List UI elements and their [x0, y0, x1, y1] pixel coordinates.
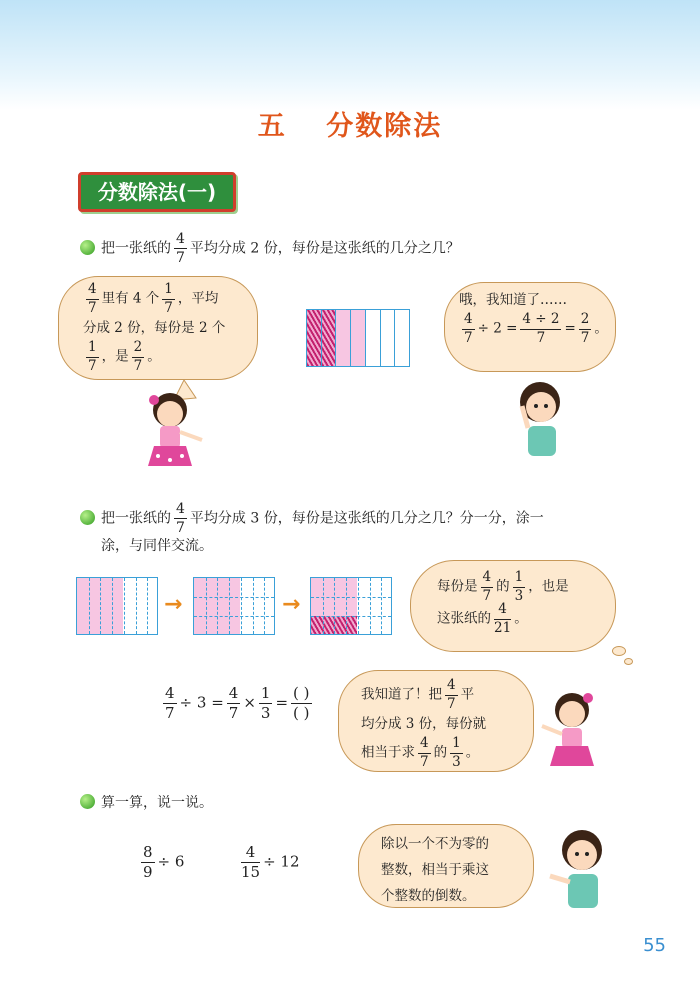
question-2-line-2: 涂，与同伴交流。 — [101, 538, 213, 554]
thought-bubble — [410, 560, 616, 652]
thought-dot — [624, 658, 633, 665]
bubble-line-1: 哦，我知道了…… — [459, 292, 567, 308]
bubble-line-3: 个整数的倒数。 — [381, 888, 476, 904]
bubble-line-3: $\frac{1}{7}$ ，是 $\frac{2}{7}$ 。 — [88, 339, 161, 374]
arrow-right-icon: → — [282, 592, 301, 617]
bubble-line-1: 每份是 $\frac{4}{7}$ 的 $\frac{1}{3}$ ，也是 — [437, 569, 569, 604]
girl-illustration-2 — [538, 686, 602, 774]
answer-blank[interactable]: $\frac{( )}{( )}$ — [293, 684, 310, 722]
fraction: $\frac{4}{7}$ — [176, 501, 185, 536]
bubble-line-2: 整数，相当于乘这 — [381, 862, 489, 878]
girl-illustration — [140, 380, 210, 475]
header-band — [0, 0, 700, 110]
q2-text-post: 平均分成 3 份，每份是这张纸的几分之几？分一分，涂一 — [189, 510, 544, 527]
bubble-line-1: $\frac{4}{7}$ 里有 4 个 $\frac{1}{7}$ ，平均 — [88, 281, 219, 316]
boy-illustration-2 — [546, 826, 616, 916]
paper-grid-2 — [193, 577, 275, 635]
green-dot-icon — [80, 794, 95, 809]
thought-dot — [612, 646, 626, 656]
unit-title — [0, 104, 700, 143]
exercise-1: $\frac{8}{9}$ ÷ 6 — [143, 843, 185, 881]
q1-text-pre: 把一张纸的 — [101, 240, 171, 257]
question-3 — [80, 792, 213, 814]
paper-strip-sevenths — [306, 309, 410, 367]
boy-speech-bubble-2 — [358, 824, 534, 908]
arrow-right-icon: → — [164, 592, 183, 617]
section-tag: 分数除法(一) — [78, 172, 236, 212]
fraction: $\frac{4}{7}$ — [176, 231, 185, 266]
boy-speech-bubble — [444, 282, 616, 372]
bubble-line-1: 我知道了！把 $\frac{4}{7}$ 平 — [361, 677, 475, 712]
unit-number: 五 — [257, 111, 287, 142]
bubble-line-2: 分成 2 份，每份是 2 个 — [83, 320, 226, 336]
q3-text: 算一算，说一说。 — [101, 795, 213, 811]
q2-text-pre: 把一张纸的 — [101, 510, 171, 527]
question-2 — [80, 502, 544, 535]
paper-grid-3 — [310, 577, 392, 635]
bubble-line-3: 相当于求 $\frac{4}{7}$ 的 $\frac{1}{3}$ 。 — [361, 735, 480, 770]
paper-grid-1 — [76, 577, 158, 635]
page-number: 55 — [643, 935, 666, 956]
q1-text-post: 平均分成 2 份，每份是这张纸的几分之几？ — [189, 240, 460, 257]
bubble-line-1: 除以一个不为零的 — [381, 836, 489, 852]
green-dot-icon — [80, 240, 95, 255]
girl-speech-bubble — [58, 276, 258, 380]
division-equation: $\frac{4}{7}$ ÷ 3 = $\frac{4}{7}$ × $\frac{1}{3}$ = $\frac{( )}{( )}$ — [165, 684, 310, 722]
bubble-line-2: 这张纸的 $\frac{4}{21}$ 。 — [437, 601, 528, 636]
bubble-equation: $\frac{4}{7}$ ÷ 2 = $\frac{4 \div 2}{7}$ = $\frac{2}{7}$ 。 — [464, 311, 608, 346]
exercise-2: $\frac{4}{15}$ ÷ 12 — [241, 843, 300, 881]
question-1 — [80, 232, 460, 265]
bubble-line-2: 均分成 3 份，每份就 — [361, 716, 487, 732]
boy-illustration — [510, 376, 580, 462]
girl-speech-bubble-2 — [338, 670, 534, 772]
green-dot-icon — [80, 510, 95, 525]
unit-name: 分数除法 — [326, 111, 443, 142]
